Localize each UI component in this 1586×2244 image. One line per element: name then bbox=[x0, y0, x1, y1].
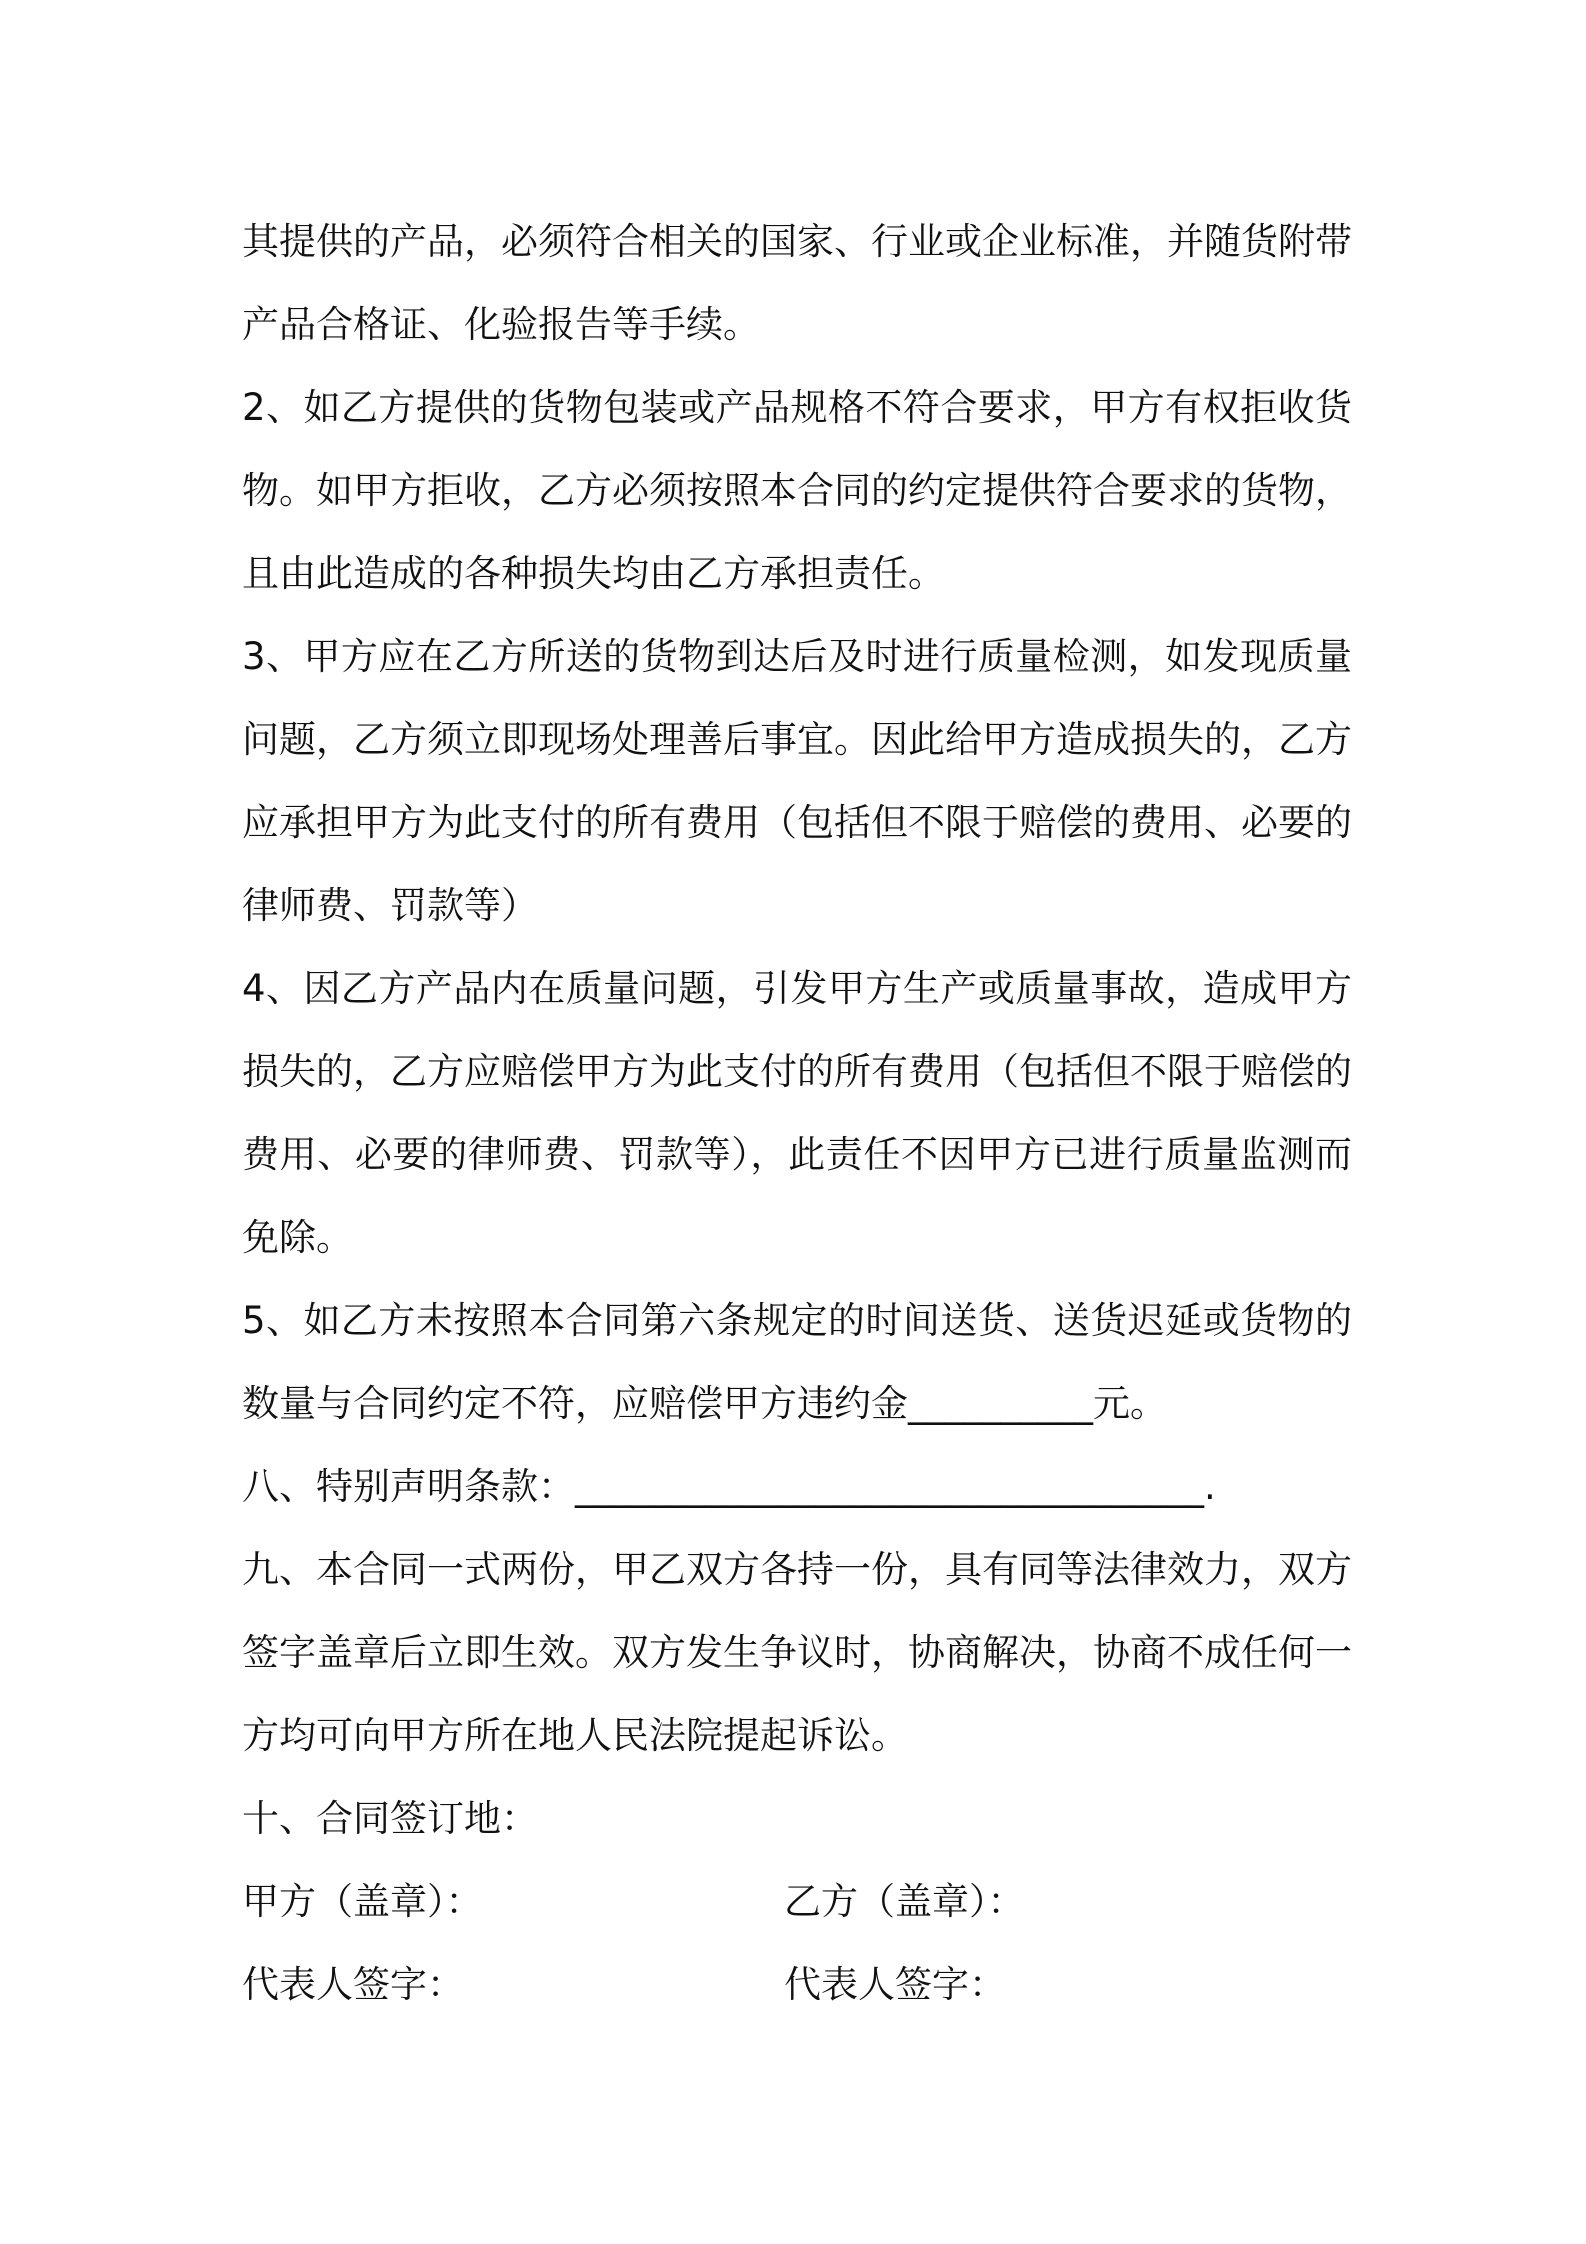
clause-1-tail-line-2: 产品合格证、化验报告等手续。 bbox=[242, 303, 760, 346]
section-9-line-3: 方均可向甲方所在地人民法院提起诉讼。 bbox=[242, 1714, 908, 1757]
section-10-signing-place: 十、合同签订地： bbox=[242, 1797, 538, 1840]
party-b-representative-label: 代表人签字： bbox=[784, 1963, 1006, 2006]
clause-3-line-3: 应承担甲方为此支付的所有费用（包括但不限于赔偿的费用、必要的 bbox=[242, 801, 1352, 844]
clause-4-line-3: 费用、必要的律师费、罚款等），此责任不因甲方已进行质量监测而 bbox=[242, 1133, 1352, 1176]
clause-4-line-4: 免除。 bbox=[242, 1216, 353, 1259]
clause-2-line-3: 且由此造成的各种损失均由乙方承担责任。 bbox=[242, 552, 945, 595]
clause-3-line-2: 问题，乙方须立即现场处理善后事宜。因此给甲方造成损失的，乙方 bbox=[242, 718, 1352, 761]
clause-1-tail-line-1: 其提供的产品，必须符合相关的国家、行业或企业标准，并随货附带 bbox=[242, 220, 1352, 263]
section-8-special-terms: 八、特别声明条款：__________________________________. bbox=[242, 1465, 1216, 1508]
clause-5-line-2: 数量与合同约定不符，应赔偿甲方违约金__________元。 bbox=[242, 1382, 1167, 1425]
clause-5-line-1: 5、如乙方未按照本合同第六条规定的时间送货、送货迟延或货物的 bbox=[242, 1299, 1352, 1342]
clause-3-line-1: 3、甲方应在乙方所送的货物到达后及时进行质量检测，如发现质量 bbox=[242, 635, 1352, 678]
representative-row bbox=[242, 1943, 1352, 2026]
clause-2-line-2: 物。如甲方拒收，乙方必须按照本合同的约定提供符合要求的货物， bbox=[242, 469, 1352, 512]
contract-page bbox=[242, 200, 1352, 2026]
clause-2-line-1: 2、如乙方提供的货物包装或产品规格不符合要求，甲方有权拒收货 bbox=[242, 386, 1352, 429]
seal-row bbox=[242, 1860, 1352, 1943]
clause-4-line-1: 4、因乙方产品内在质量问题，引发甲方生产或质量事故，造成甲方 bbox=[242, 967, 1352, 1010]
party-a-seal-label: 甲方（盖章）： bbox=[242, 1880, 483, 1923]
party-b-seal-label: 乙方（盖章）： bbox=[784, 1880, 1025, 1923]
clause-3-line-4: 律师费、罚款等） bbox=[242, 884, 538, 927]
clause-4-line-2: 损失的，乙方应赔偿甲方为此支付的所有费用（包括但不限于赔偿的 bbox=[242, 1050, 1352, 1093]
party-a-representative-label: 代表人签字： bbox=[242, 1963, 464, 2006]
section-9-line-1: 九、本合同一式两份，甲乙双方各持一份，具有同等法律效力，双方 bbox=[242, 1548, 1352, 1591]
section-9-line-2: 签字盖章后立即生效。双方发生争议时，协商解决，协商不成任何一 bbox=[242, 1631, 1352, 1674]
